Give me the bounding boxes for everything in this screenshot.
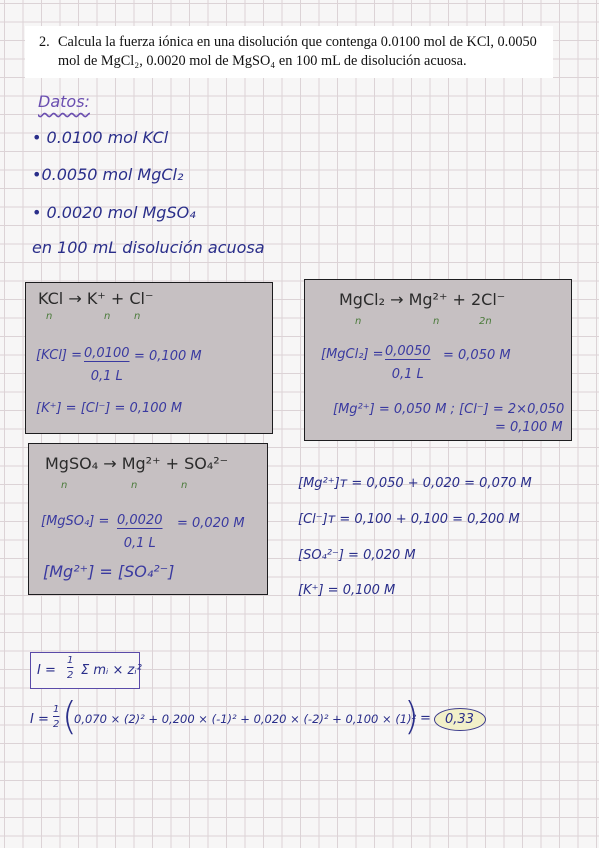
ionic-strength-formula-box <box>30 652 140 689</box>
mgcl2-box <box>304 279 572 441</box>
kcl-n-mark-3: n <box>134 311 141 322</box>
kcl-frac-top: 0,0100 <box>84 346 130 361</box>
final-close-paren-icon: ) <box>404 694 419 738</box>
total-mg: [Mg²⁺]ᴛ = 0,050 + 0,020 = 0,070 M <box>298 476 532 491</box>
mgcl2-fraction <box>385 344 431 382</box>
datos-item-kcl: • 0.0100 mol KCl <box>32 128 169 147</box>
final-answer: 0,33 <box>445 712 474 727</box>
formula-half-bot: 2 <box>67 670 74 681</box>
formula-half-top: 1 <box>67 655 74 666</box>
mgcl2-n-mark-2: n <box>433 316 440 327</box>
kcl-box <box>25 282 273 434</box>
final-expression: 0,070 × (2)² + 0,200 × (-1)² + 0,020 × (-2)² + 0,100 × (1)² <box>74 712 417 726</box>
final-lhs: I = <box>30 712 49 727</box>
kcl-reaction: KCl → K⁺ + Cl⁻ <box>38 289 154 308</box>
total-so4: [SO₄²⁻] = 0,020 M <box>298 548 416 563</box>
mgcl2-n-mark-3: 2n <box>479 316 492 327</box>
kcl-fraction <box>84 346 130 384</box>
kcl-frac-bot: 0,1 L <box>90 369 123 384</box>
datos-title: Datos: <box>38 92 90 111</box>
mgso4-n-mark-3: n <box>181 480 188 491</box>
mgcl2-frac-top: 0,0050 <box>385 344 431 359</box>
problem-statement <box>25 26 553 78</box>
problem-line-2: mol de MgCl₂, 0.0020 mol de MgSO₄ en 100 mL de disolución acuosa. <box>58 53 467 69</box>
total-k: [K⁺] = 0,100 M <box>298 583 396 598</box>
mgcl2-n-mark-1: n <box>355 316 362 327</box>
mgso4-n-mark-1: n <box>61 480 68 491</box>
mgso4-frac-top: 0,0020 <box>117 513 163 528</box>
formula-lhs: I = <box>37 663 56 678</box>
final-half-top: 1 <box>53 704 60 715</box>
final-equals: = <box>420 711 431 726</box>
final-open-paren-icon: ( <box>62 694 77 738</box>
datos-item-volume: en 100 mL disolución acuosa <box>32 238 265 257</box>
kcl-ion-conc: [K⁺] = [Cl⁻] = 0,100 M <box>36 401 183 416</box>
mgcl2-reaction: MgCl₂ → Mg²⁺ + 2Cl⁻ <box>339 290 506 309</box>
kcl-conc-result: = 0,100 M <box>134 349 202 364</box>
mgso4-conc-result: = 0,020 M <box>177 516 245 531</box>
mgso4-ion-conc: [Mg²⁺] = [SO₄²⁻] <box>43 562 175 581</box>
mgso4-box <box>28 443 268 595</box>
formula-sum: Σ mᵢ × zᵢ² <box>81 663 142 678</box>
datos-item-mgso4: • 0.0020 mol MgSO₄ <box>32 203 196 222</box>
problem-number: 2. <box>39 34 50 50</box>
formula-half <box>67 655 73 681</box>
mgcl2-ion-conc-2: = 0,100 M <box>495 420 563 435</box>
kcl-n-mark-1: n <box>46 311 53 322</box>
mgso4-n-mark-2: n <box>131 480 138 491</box>
mgcl2-frac-bot: 0,1 L <box>391 367 424 382</box>
datos-item-mgcl2: •0.0050 mol MgCl₂ <box>32 165 184 184</box>
total-cl: [Cl⁻]ᴛ = 0,100 + 0,100 = 0,200 M <box>298 512 520 527</box>
mgso4-conc-label: [MgSO₄] = <box>41 514 110 529</box>
mgso4-reaction: MgSO₄ → Mg²⁺ + SO₄²⁻ <box>45 454 229 473</box>
answer-highlight <box>434 708 486 731</box>
mgcl2-conc-label: [MgCl₂] = <box>321 347 384 362</box>
mgcl2-ion-conc-1: [Mg²⁺] = 0,050 M ; [Cl⁻] = 2×0,050 <box>333 402 565 417</box>
mgcl2-conc-result: = 0,050 M <box>443 348 511 363</box>
final-half <box>53 704 59 730</box>
mgso4-fraction <box>117 513 163 551</box>
final-half-bot: 2 <box>53 719 60 730</box>
problem-line-1: Calcula la fuerza iónica en una disolución que contenga 0.0100 mol de KCl, 0.0050 <box>58 34 537 50</box>
kcl-n-mark-2: n <box>104 311 111 322</box>
kcl-conc-label: [KCl] = <box>36 348 83 363</box>
mgso4-frac-bot: 0,1 L <box>123 536 156 551</box>
